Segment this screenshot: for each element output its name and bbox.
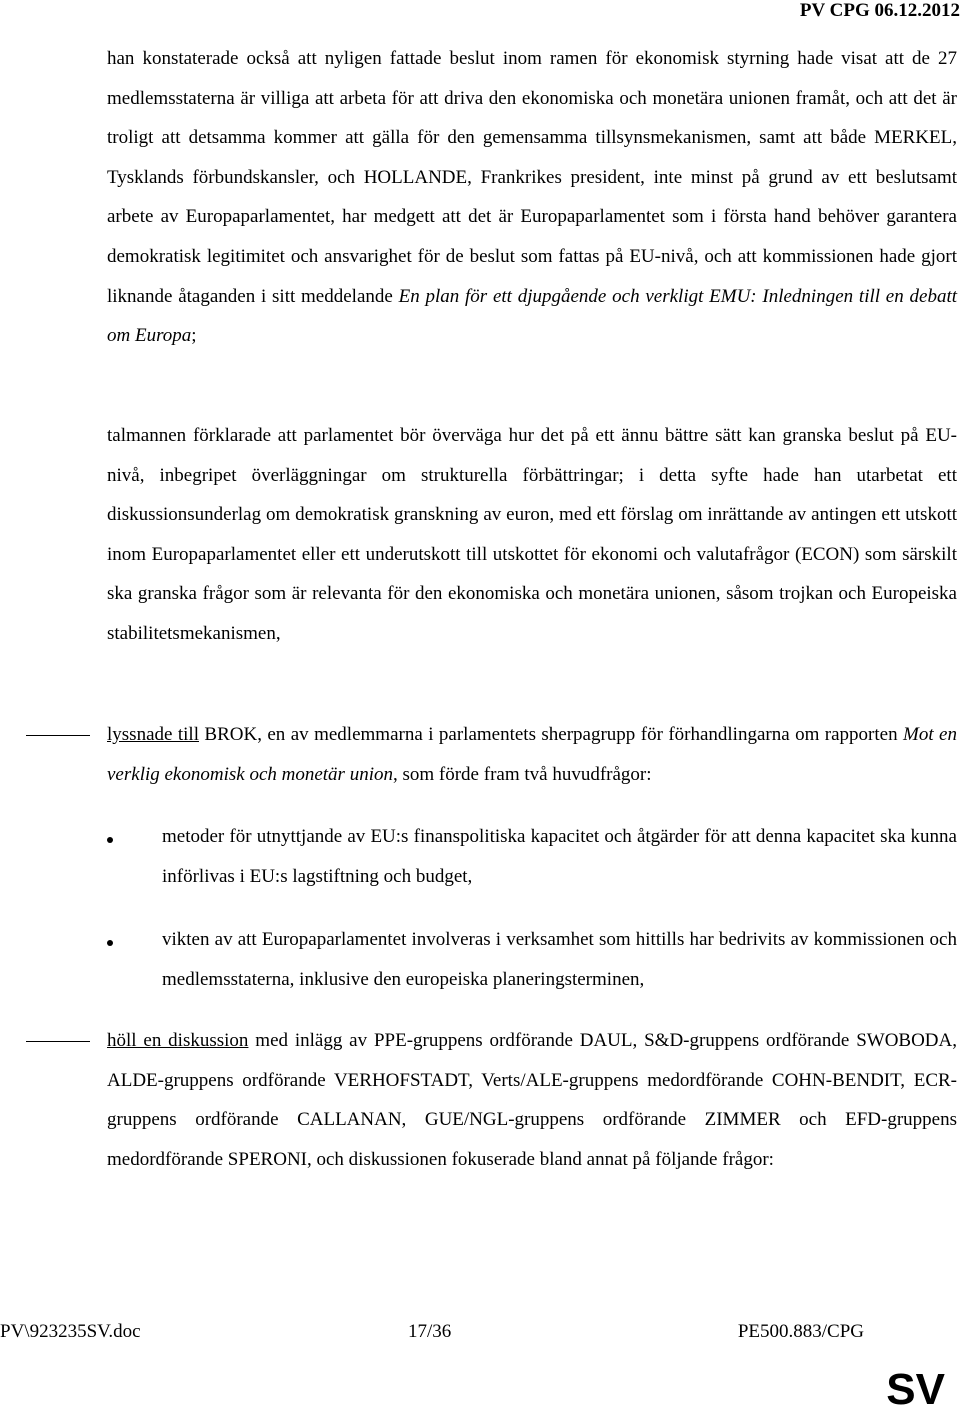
dash-marker [26,735,90,736]
footer-page-number: 17/36 [408,1321,452,1342]
action-verb-underlined: lyssnade till [107,724,199,745]
dash-item-discussion [107,1021,957,1179]
bullet-dot [107,940,113,946]
language-code: SV [886,1365,945,1414]
dash-marker [26,1041,90,1042]
dash-item-text: BROK, en av medlemmarna i parlamentets sherpagrupp för förhandlingarna om rapporten [198,724,904,745]
dash-item-text: med inlägg av PPE-gruppens ordförande DAUL, S&D-gruppens ordförande SWOBODA, ALDE-gruppens ordförande VERHOFSTADT, Verts/ALE-gruppens medordförande COHN-BENDIT, ECR-gruppens ordförande CALLANAN, GUE/NGL-gruppens ordförande ZIMMER och EFD-gruppens medordförande SPERONI, och diskussionen fokuserade bland annat på följande frågor: [107,1030,957,1170]
footer-pe-reference: PE500.883/CPG [737,1321,864,1342]
paragraph-text: han konstaterade också att nyligen fattade beslut inom ramen för ekonomisk styrning hade visat att de 27 medlemsstaterna är villiga att arbeta för att driva den ekonomiska och monetära unionen framåt, och att det är troligt att detsamma kommer att gälla för den gemensamma tillsynsmekanismen, samt att både MERKEL, Tysklands förbundskansler, och HOLLANDE, Frankrikes president, inte minst på grund av ett beslutsamt arbete av Europaparlamentet, har medgett att det är Europaparlamentet som i första hand behöver garantera demokratisk legitimitet och ansvarighet för de beslut som fattas på EU-nivå, och att kommissionen hade gjort liknande åtaganden i sitt meddelande [107,48,957,307]
paragraph-talmannen: talmannen förklarade att parlamentet bör överväga hur det på ett ännu bättre sätt kan granska beslut på EU-nivå, inbegripet överläggningar om strukturella förbättringar; i detta syfte hade han utarbetat ett diskussionsunderlag om demokratisk granskning av euron, med ett förslag om inrättande av antingen ett utskott inom Europaparlamentet eller ett underutskott till utskottet för ekonomi och valutafrågor (ECON) som särskilt ska granska frågor som är relevanta för den ekonomiska och monetära unionen, såsom trojkan och Europeiska stabilitetsmekanismen, [107,425,957,644]
communication-title: En plan för ett djupgående och verkligt EMU: Inledningen till en debatt om Europa [107,285,957,347]
dash-item-brok [107,715,957,794]
header-document-code: PV CPG 06.12.2012 [799,0,960,21]
footer-doc-reference: PV\923235SV.doc [0,1321,141,1342]
paragraph-end: ; [191,325,197,347]
bullet-item-parliament-involvement: vikten av att Europaparlamentet involveras i verksamhet som hittills har bedrivits av kommissionen och medlemsstaterna, inklusive den europeiska planeringsterminen, [162,929,957,990]
bullet-dot [107,837,113,843]
paragraph-president-statement [107,39,957,356]
action-verb-underlined: höll en diskussion [107,1030,249,1051]
bullet-item-fiscal-capacity: metoder för utnyttjande av EU:s finanspolitiska kapacitet och åtgärder för att denna kapacitet ska kunna införlivas i EU:s lagstiftning och budget, [162,826,957,887]
dash-item-end: , som förde fram två huvudfrågor: [392,763,652,785]
report-title: Mot en verklig ekonomisk och monetär union [107,724,957,785]
